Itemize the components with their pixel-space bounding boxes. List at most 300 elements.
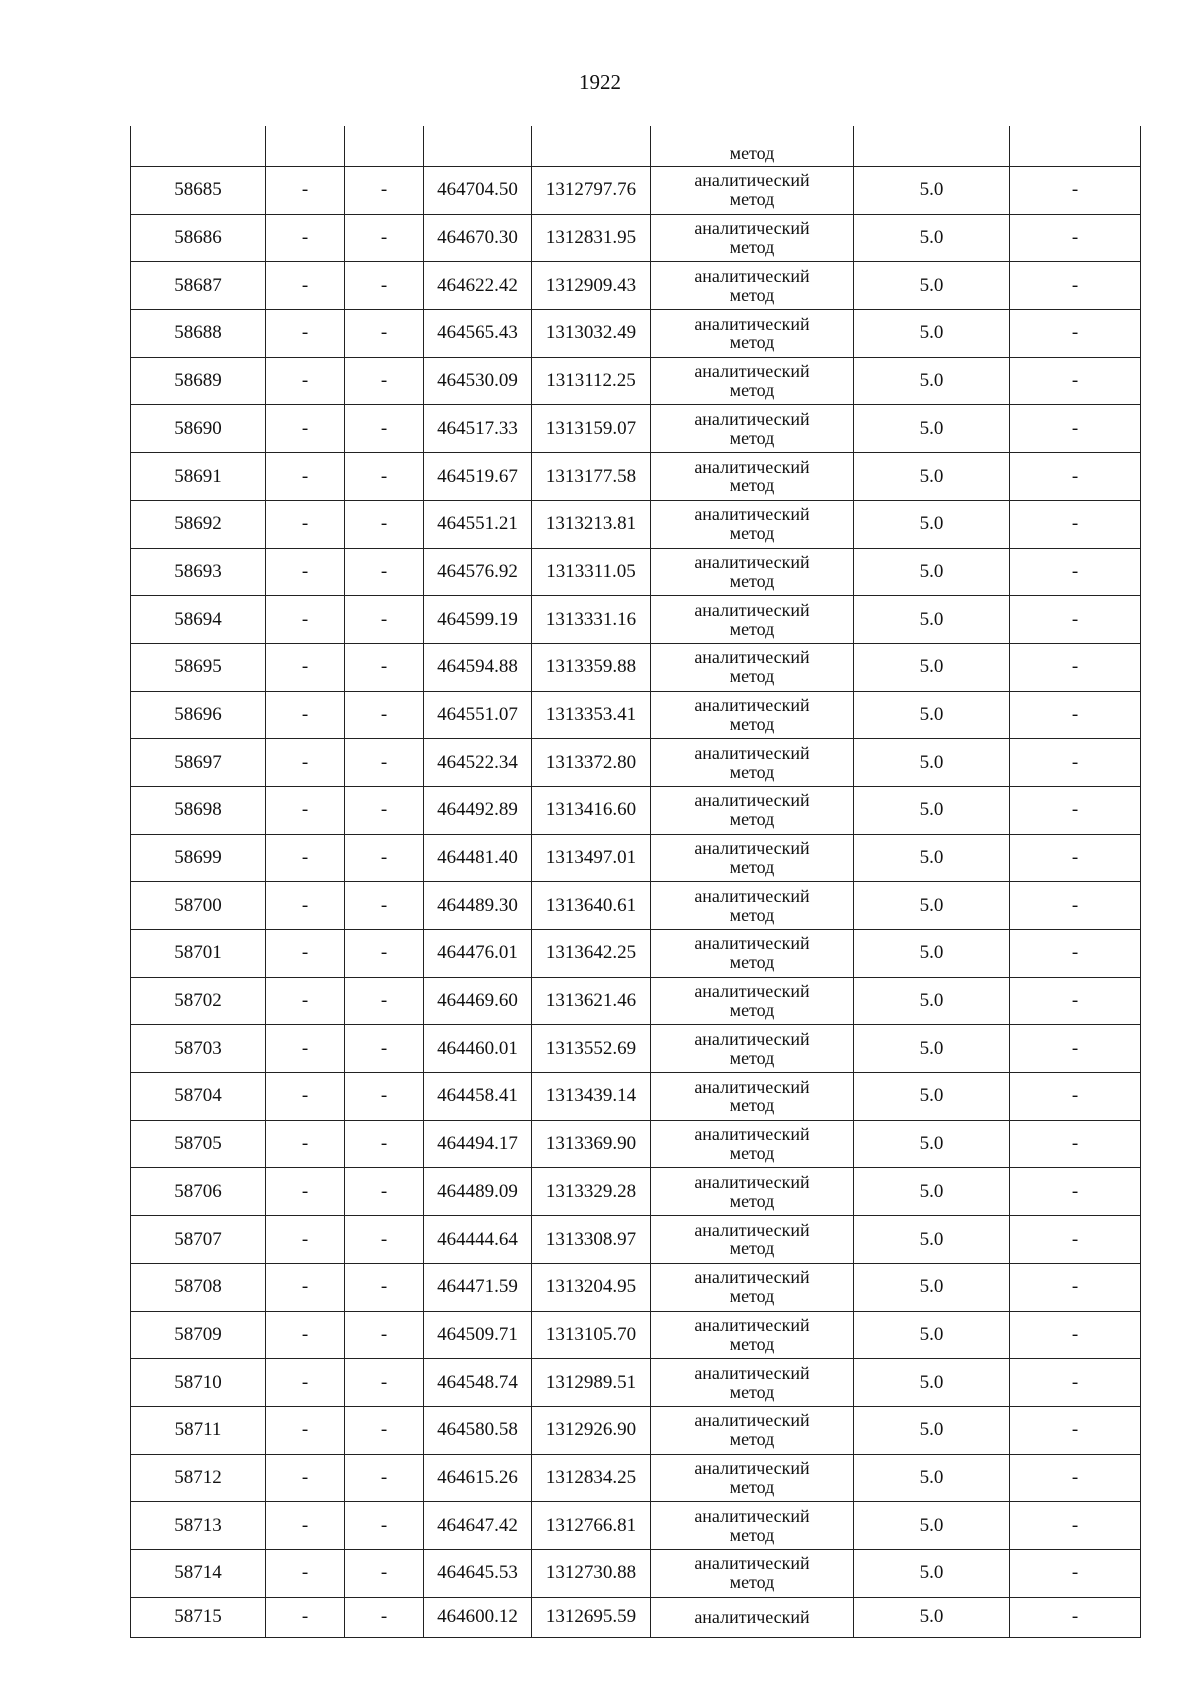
cell-method	[651, 262, 854, 310]
cell-method	[651, 691, 854, 739]
cell-y-coordinate: 1313621.46	[532, 977, 651, 1025]
cell-point-number: 58701	[131, 930, 266, 978]
cell-x-coordinate: 464530.09	[424, 357, 532, 405]
cell-accuracy: 5.0	[854, 500, 1010, 548]
cell-last: -	[1010, 1597, 1141, 1637]
cell-method	[651, 167, 854, 215]
cell-point-number: 58686	[131, 214, 266, 262]
cell-col3: -	[345, 1549, 424, 1597]
method-line-2: метод	[729, 1238, 775, 1259]
cell-method	[651, 882, 854, 930]
cell-empty	[131, 126, 266, 167]
cell-col3: -	[345, 357, 424, 405]
cell-last: -	[1010, 167, 1141, 215]
method-line-2: метод	[729, 523, 775, 544]
cell-empty	[266, 126, 345, 167]
cell-x-coordinate: 464704.50	[424, 167, 532, 215]
cell-last: -	[1010, 500, 1141, 548]
cell-col3: -	[345, 643, 424, 691]
cell-method	[651, 548, 854, 596]
cell-y-coordinate: 1313552.69	[532, 1025, 651, 1073]
cell-col3: -	[345, 882, 424, 930]
table-row	[131, 834, 1141, 882]
method-line-2: метод	[729, 1095, 775, 1116]
cell-method	[651, 834, 854, 882]
cell-last: -	[1010, 1549, 1141, 1597]
cell-accuracy: 5.0	[854, 405, 1010, 453]
cell-point-number: 58704	[131, 1073, 266, 1121]
cell-col3: -	[345, 1454, 424, 1502]
cell-point-number: 58709	[131, 1311, 266, 1359]
method-line-1: аналитический	[694, 1171, 810, 1192]
cell-y-coordinate: 1313213.81	[532, 500, 651, 548]
table-row	[131, 1216, 1141, 1264]
cell-point-number: 58693	[131, 548, 266, 596]
cell-x-coordinate: 464489.09	[424, 1168, 532, 1216]
cell-col3: -	[345, 405, 424, 453]
cell-y-coordinate: 1313497.01	[532, 834, 651, 882]
cell-y-coordinate: 1312831.95	[532, 214, 651, 262]
method-line-1: аналитический	[694, 790, 810, 811]
cell-last: -	[1010, 1406, 1141, 1454]
cell-last: -	[1010, 310, 1141, 358]
cell-col2: -	[266, 596, 345, 644]
cell-accuracy: 5.0	[854, 548, 1010, 596]
cell-last: -	[1010, 643, 1141, 691]
table-row	[131, 739, 1141, 787]
table-row	[131, 643, 1141, 691]
cell-col2: -	[266, 214, 345, 262]
cell-col3: -	[345, 167, 424, 215]
method-line-2: метод	[729, 713, 775, 734]
cell-empty	[532, 126, 651, 167]
cell-col3: -	[345, 1311, 424, 1359]
cell-col2: -	[266, 262, 345, 310]
cell-y-coordinate: 1313308.97	[532, 1216, 651, 1264]
cell-y-coordinate: 1313640.61	[532, 882, 651, 930]
cell-x-coordinate: 464548.74	[424, 1359, 532, 1407]
cell-method	[651, 786, 854, 834]
cell-col2: -	[266, 977, 345, 1025]
cell-x-coordinate: 464469.60	[424, 977, 532, 1025]
cell-col2: -	[266, 1502, 345, 1550]
cell-accuracy: 5.0	[854, 1025, 1010, 1073]
cell-point-number: 58698	[131, 786, 266, 834]
cell-col2: -	[266, 1311, 345, 1359]
cell-last: -	[1010, 739, 1141, 787]
cell-y-coordinate: 1313372.80	[532, 739, 651, 787]
table-row	[131, 1120, 1141, 1168]
cell-method	[651, 1168, 854, 1216]
cell-method	[651, 643, 854, 691]
cell-last: -	[1010, 834, 1141, 882]
cell-y-coordinate: 1313112.25	[532, 357, 651, 405]
method-line-2: метод	[729, 952, 775, 973]
method-line-1: аналитический	[694, 1606, 810, 1627]
method-line-2: метод	[729, 1333, 775, 1354]
cell-col2: -	[266, 167, 345, 215]
cell-method	[651, 1025, 854, 1073]
table-row	[131, 1168, 1141, 1216]
table-row	[131, 1073, 1141, 1121]
cell-last: -	[1010, 262, 1141, 310]
method-line-1: аналитический	[694, 456, 810, 477]
cell-x-coordinate: 464647.42	[424, 1502, 532, 1550]
cell-y-coordinate: 1313032.49	[532, 310, 651, 358]
cell-y-coordinate: 1313331.16	[532, 596, 651, 644]
cell-col3: -	[345, 214, 424, 262]
cell-x-coordinate: 464509.71	[424, 1311, 532, 1359]
method-line-1: аналитический	[694, 218, 810, 239]
cell-y-coordinate: 1312989.51	[532, 1359, 651, 1407]
cell-point-number: 58697	[131, 739, 266, 787]
cell-point-number: 58710	[131, 1359, 266, 1407]
table-row	[131, 262, 1141, 310]
cell-col2: -	[266, 1454, 345, 1502]
cell-col2: -	[266, 548, 345, 596]
cell-col3: -	[345, 1406, 424, 1454]
method-line-1: аналитический	[694, 361, 810, 382]
cell-accuracy: 5.0	[854, 977, 1010, 1025]
cell-col2: -	[266, 1168, 345, 1216]
cell-point-number: 58712	[131, 1454, 266, 1502]
cell-col2: -	[266, 691, 345, 739]
cell-point-number: 58694	[131, 596, 266, 644]
method-line-1: аналитический	[694, 1076, 810, 1097]
cell-method	[651, 1120, 854, 1168]
cell-accuracy: 5.0	[854, 357, 1010, 405]
cell-last: -	[1010, 1216, 1141, 1264]
cell-point-number: 58696	[131, 691, 266, 739]
cell-col2: -	[266, 500, 345, 548]
method-line-1: аналитический	[694, 1314, 810, 1335]
cell-x-coordinate: 464481.40	[424, 834, 532, 882]
cell-accuracy: 5.0	[854, 1359, 1010, 1407]
cell-point-number: 58692	[131, 500, 266, 548]
method-line-2: метод	[729, 427, 775, 448]
cell-point-number: 58705	[131, 1120, 266, 1168]
cell-col2: -	[266, 882, 345, 930]
method-line-1: аналитический	[694, 695, 810, 716]
cell-method	[651, 310, 854, 358]
table-row	[131, 405, 1141, 453]
cell-x-coordinate: 464517.33	[424, 405, 532, 453]
cell-col3: -	[345, 691, 424, 739]
method-line-1: аналитический	[694, 1505, 810, 1526]
cell-accuracy: 5.0	[854, 1263, 1010, 1311]
cell-col3: -	[345, 977, 424, 1025]
cell-x-coordinate: 464600.12	[424, 1597, 532, 1637]
cell-col3: -	[345, 1502, 424, 1550]
cell-x-coordinate: 464565.43	[424, 310, 532, 358]
cell-accuracy: 5.0	[854, 1549, 1010, 1597]
cell-point-number: 58706	[131, 1168, 266, 1216]
table-row	[131, 1406, 1141, 1454]
cell-x-coordinate: 464492.89	[424, 786, 532, 834]
cell-y-coordinate: 1313204.95	[532, 1263, 651, 1311]
cell-last: -	[1010, 977, 1141, 1025]
table-row	[131, 786, 1141, 834]
cell-method	[651, 405, 854, 453]
table-row	[131, 357, 1141, 405]
cell-col3: -	[345, 500, 424, 548]
cell-col2: -	[266, 786, 345, 834]
method-line-2: метод	[729, 189, 775, 210]
cell-point-number: 58685	[131, 167, 266, 215]
method-line-2: метод	[729, 856, 775, 877]
cell-accuracy: 5.0	[854, 1597, 1010, 1637]
method-line-2: метод	[729, 904, 775, 925]
cell-accuracy: 5.0	[854, 930, 1010, 978]
method-line-1: аналитический	[694, 1267, 810, 1288]
table-body	[131, 126, 1141, 1637]
cell-x-coordinate: 464476.01	[424, 930, 532, 978]
method-line-2: метод	[729, 761, 775, 782]
cell-empty	[345, 126, 424, 167]
cell-last: -	[1010, 214, 1141, 262]
cell-x-coordinate: 464494.17	[424, 1120, 532, 1168]
cell-point-number: 58703	[131, 1025, 266, 1073]
cell-x-coordinate: 464471.59	[424, 1263, 532, 1311]
cell-accuracy: 5.0	[854, 691, 1010, 739]
cell-x-coordinate: 464670.30	[424, 214, 532, 262]
cell-y-coordinate: 1313311.05	[532, 548, 651, 596]
method-line-1: аналитический	[694, 408, 810, 429]
cell-col2: -	[266, 1120, 345, 1168]
table-row	[131, 1311, 1141, 1359]
cell-point-number: 58699	[131, 834, 266, 882]
cell-col3: -	[345, 1073, 424, 1121]
method-line-1: аналитический	[694, 885, 810, 906]
method-line-2: метод	[729, 1143, 775, 1164]
cell-method	[651, 596, 854, 644]
method-line-2: метод	[729, 380, 775, 401]
cell-method	[651, 1073, 854, 1121]
cell-col2: -	[266, 310, 345, 358]
method-line-2: метод	[729, 1381, 775, 1402]
cell-accuracy: 5.0	[854, 167, 1010, 215]
cell-col3: -	[345, 548, 424, 596]
cell-last: -	[1010, 596, 1141, 644]
cell-x-coordinate: 464580.58	[424, 1406, 532, 1454]
cell-last: -	[1010, 1263, 1141, 1311]
cell-method	[651, 214, 854, 262]
table-row	[131, 691, 1141, 739]
cell-accuracy: 5.0	[854, 1406, 1010, 1454]
cell-method	[651, 1311, 854, 1359]
cell-point-number: 58691	[131, 453, 266, 501]
cell-method	[651, 1597, 854, 1637]
table-row	[131, 930, 1141, 978]
cell-col2: -	[266, 1263, 345, 1311]
cell-point-number: 58688	[131, 310, 266, 358]
cell-col2: -	[266, 739, 345, 787]
cell-method	[651, 1549, 854, 1597]
cell-accuracy: 5.0	[854, 1216, 1010, 1264]
cell-point-number: 58715	[131, 1597, 266, 1637]
cell-y-coordinate: 1313642.25	[532, 930, 651, 978]
cell-last: -	[1010, 1168, 1141, 1216]
cell-y-coordinate: 1313329.28	[532, 1168, 651, 1216]
method-line-2: метод	[729, 618, 775, 639]
table-row	[131, 1549, 1141, 1597]
cell-col3: -	[345, 1025, 424, 1073]
cell-method	[651, 1263, 854, 1311]
cell-last: -	[1010, 882, 1141, 930]
table-row	[131, 214, 1141, 262]
method-line-1: аналитический	[694, 1219, 810, 1240]
cell-x-coordinate: 464615.26	[424, 1454, 532, 1502]
table-row	[131, 1502, 1141, 1550]
cell-col2: -	[266, 643, 345, 691]
method-line-1: аналитический	[694, 1458, 810, 1479]
method-line-2: метод	[729, 332, 775, 353]
cell-x-coordinate: 464622.42	[424, 262, 532, 310]
cell-last: -	[1010, 1454, 1141, 1502]
cell-y-coordinate: 1312926.90	[532, 1406, 651, 1454]
cell-accuracy: 5.0	[854, 739, 1010, 787]
cell-empty	[1010, 126, 1141, 167]
cell-col3: -	[345, 786, 424, 834]
cell-point-number: 58711	[131, 1406, 266, 1454]
cell-col3: -	[345, 739, 424, 787]
cell-col2: -	[266, 834, 345, 882]
cell-y-coordinate: 1313353.41	[532, 691, 651, 739]
cell-col2: -	[266, 357, 345, 405]
table-row	[131, 548, 1141, 596]
cell-last: -	[1010, 786, 1141, 834]
table-row	[131, 1454, 1141, 1502]
cell-col3: -	[345, 1168, 424, 1216]
method-line-2: метод	[729, 1047, 775, 1068]
method-line-2: метод	[729, 570, 775, 591]
cell-method	[651, 1216, 854, 1264]
cell-accuracy: 5.0	[854, 262, 1010, 310]
cell-x-coordinate: 464444.64	[424, 1216, 532, 1264]
cell-x-coordinate: 464594.88	[424, 643, 532, 691]
cell-y-coordinate: 1312730.88	[532, 1549, 651, 1597]
table-row	[131, 977, 1141, 1025]
cell-x-coordinate: 464551.21	[424, 500, 532, 548]
cell-accuracy: 5.0	[854, 882, 1010, 930]
cell-col3: -	[345, 453, 424, 501]
cell-col2: -	[266, 1073, 345, 1121]
cell-col2: -	[266, 1406, 345, 1454]
cell-point-number: 58700	[131, 882, 266, 930]
cell-col3: -	[345, 930, 424, 978]
cell-last: -	[1010, 930, 1141, 978]
cell-method-continuation: метод	[651, 126, 854, 167]
page-number: 1922	[579, 70, 621, 94]
cell-col3: -	[345, 1597, 424, 1637]
cell-method	[651, 1454, 854, 1502]
cell-col2: -	[266, 1025, 345, 1073]
cell-point-number: 58708	[131, 1263, 266, 1311]
cell-col2: -	[266, 453, 345, 501]
cell-point-number: 58713	[131, 1502, 266, 1550]
method-line-2: метод	[729, 237, 775, 258]
method-line-2: метод	[729, 475, 775, 496]
table-row	[131, 453, 1141, 501]
cell-y-coordinate: 1313105.70	[532, 1311, 651, 1359]
cell-accuracy: 5.0	[854, 786, 1010, 834]
cell-y-coordinate: 1312909.43	[532, 262, 651, 310]
cell-last: -	[1010, 548, 1141, 596]
cell-col3: -	[345, 1216, 424, 1264]
method-line-2: метод	[729, 1429, 775, 1450]
cell-method	[651, 739, 854, 787]
cell-last: -	[1010, 1311, 1141, 1359]
method-line-2: метод	[729, 809, 775, 830]
method-line-2: метод	[729, 1572, 775, 1593]
cell-col3: -	[345, 1263, 424, 1311]
method-line-1: аналитический	[694, 647, 810, 668]
cell-point-number: 58687	[131, 262, 266, 310]
cell-y-coordinate: 1312695.59	[532, 1597, 651, 1637]
cell-accuracy: 5.0	[854, 834, 1010, 882]
cell-method	[651, 977, 854, 1025]
cell-col2: -	[266, 1597, 345, 1637]
table-row-continuation	[131, 126, 1141, 167]
method-line-1: аналитический	[694, 599, 810, 620]
cell-col3: -	[345, 1120, 424, 1168]
cell-last: -	[1010, 357, 1141, 405]
cell-y-coordinate: 1312766.81	[532, 1502, 651, 1550]
cell-last: -	[1010, 453, 1141, 501]
cell-col3: -	[345, 310, 424, 358]
cell-last: -	[1010, 1025, 1141, 1073]
cell-point-number: 58714	[131, 1549, 266, 1597]
method-line-1: аналитический	[694, 742, 810, 763]
cell-method	[651, 1359, 854, 1407]
method-line-2: метод	[729, 1476, 775, 1497]
cell-accuracy: 5.0	[854, 453, 1010, 501]
cell-empty	[424, 126, 532, 167]
cell-accuracy: 5.0	[854, 1168, 1010, 1216]
method-line-1: аналитический	[694, 1362, 810, 1383]
cell-col2: -	[266, 930, 345, 978]
cell-y-coordinate: 1313359.88	[532, 643, 651, 691]
method-line-1: аналитический	[694, 170, 810, 191]
cell-y-coordinate: 1313416.60	[532, 786, 651, 834]
cell-col2: -	[266, 405, 345, 453]
method-line-1: аналитический	[694, 1028, 810, 1049]
method-line-1: аналитический	[694, 1553, 810, 1574]
cell-x-coordinate: 464551.07	[424, 691, 532, 739]
cell-point-number: 58695	[131, 643, 266, 691]
cell-col3: -	[345, 1359, 424, 1407]
cell-col2: -	[266, 1359, 345, 1407]
method-line-1: аналитический	[694, 838, 810, 859]
method-line-1: аналитический	[694, 504, 810, 525]
cell-last: -	[1010, 1073, 1141, 1121]
cell-point-number: 58690	[131, 405, 266, 453]
table-row	[131, 1597, 1141, 1637]
cell-accuracy: 5.0	[854, 1454, 1010, 1502]
cell-x-coordinate: 464519.67	[424, 453, 532, 501]
cell-accuracy: 5.0	[854, 1311, 1010, 1359]
cell-x-coordinate: 464599.19	[424, 596, 532, 644]
cell-accuracy: 5.0	[854, 1073, 1010, 1121]
method-line-1: аналитический	[694, 551, 810, 572]
method-line-2: метод	[729, 1286, 775, 1307]
method-line-1: аналитический	[694, 313, 810, 334]
table-row	[131, 500, 1141, 548]
cell-last: -	[1010, 1502, 1141, 1550]
cell-col3: -	[345, 834, 424, 882]
table-row	[131, 167, 1141, 215]
method-line-2: метод	[729, 1524, 775, 1545]
